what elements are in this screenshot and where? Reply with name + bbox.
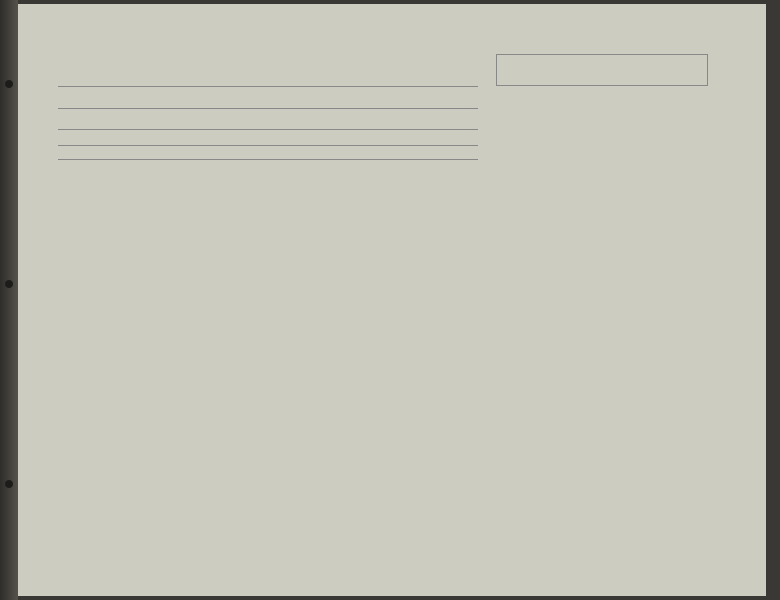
document-sheet: [18, 4, 766, 596]
binder-strip: [0, 0, 18, 600]
binder-hole: [5, 480, 13, 488]
table-grid: [18, 4, 766, 596]
binder-hole: [5, 80, 13, 88]
binder-hole: [5, 280, 13, 288]
